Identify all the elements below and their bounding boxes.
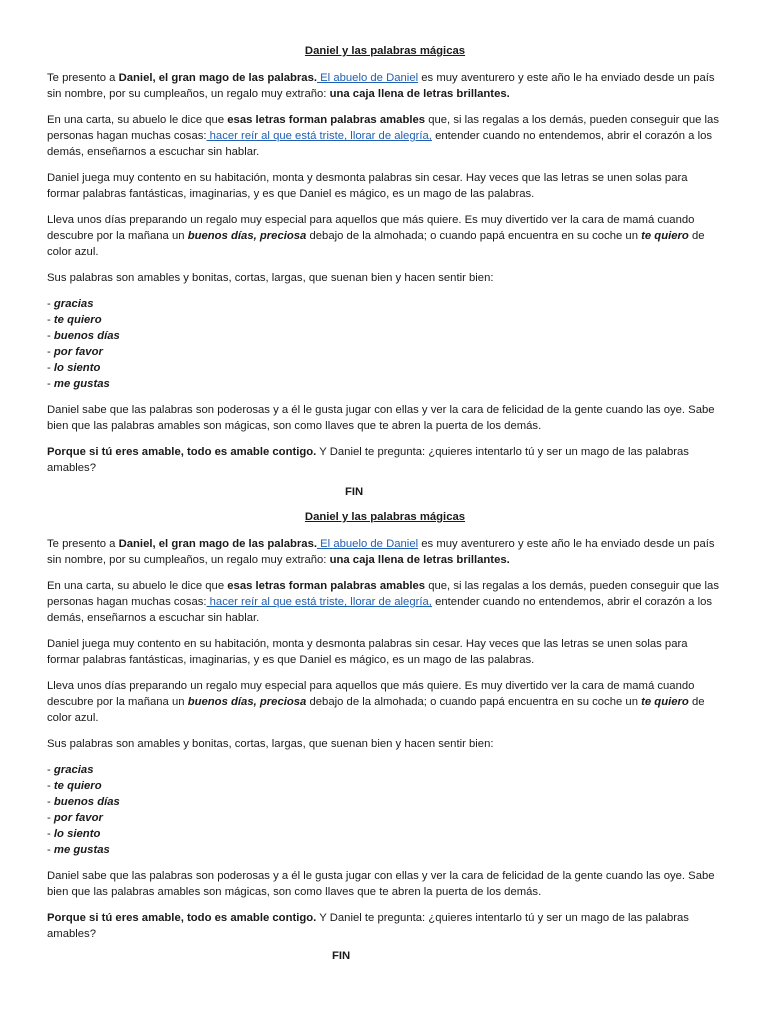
closing-text: Y Daniel te pregunta: ¿quieres intentarlo tú y ser un mago de las palabras amables? bbox=[47, 912, 689, 940]
list-item: - gracias bbox=[47, 764, 94, 776]
gift-bold-italic: buenos días, preciosa bbox=[187, 230, 307, 242]
closing-text: Y Daniel te pregunta: ¿quieres intentarlo tú y ser un mago de las palabras amables? bbox=[47, 446, 689, 474]
list-item: - me gustas bbox=[47, 378, 110, 390]
fin-label: FIN bbox=[345, 486, 364, 498]
letter-bold: esas letras forman palabras amables bbox=[227, 114, 426, 126]
hacer-reir-link[interactable]: hacer reír al que está triste, llorar de alegría, bbox=[206, 596, 432, 608]
intro-bold-2: una caja llena de letras brillantes. bbox=[329, 554, 510, 566]
list-item: - lo siento bbox=[47, 362, 101, 374]
story-copy-2 bbox=[47, 509, 723, 942]
abuelo-link[interactable]: El abuelo de Daniel bbox=[317, 538, 419, 550]
paragraph-play: Daniel juega muy contento en su habitación, monta y desmonta palabras sin cesar. Hay veces que las letras se unen solas para formar palabras fantásticas, imaginarias, y es que Daniel es mágico, es un mago de las palabras. bbox=[47, 638, 688, 666]
list-item: - por favor bbox=[47, 346, 103, 358]
hacer-reir-link[interactable]: hacer reír al que está triste, llorar de alegría, bbox=[206, 130, 432, 142]
letter-text-2: que, si las regalas a los demás, pueden conseguir que las personas hagan muchas cosas: bbox=[47, 114, 719, 142]
closing-bold: Porque si tú eres amable, todo es amable contigo. bbox=[47, 446, 317, 458]
list-item: - buenos días bbox=[47, 796, 120, 808]
paragraph-play: Daniel juega muy contento en su habitación, monta y desmonta palabras sin cesar. Hay veces que las letras se unen solas para formar palabras fantásticas, imaginarias, y es que Daniel es mágico, es un mago de las palabras. bbox=[47, 172, 688, 200]
letter-text-2: que, si las regalas a los demás, pueden conseguir que las personas hagan muchas cosas: bbox=[47, 580, 719, 608]
paragraph-intro bbox=[47, 70, 723, 102]
closing-bold: Porque si tú eres amable, todo es amable contigo. bbox=[47, 912, 317, 924]
letter-bold: esas letras forman palabras amables bbox=[227, 580, 426, 592]
gift-bold-italic: buenos días, preciosa bbox=[187, 696, 307, 708]
story-title: Daniel y las palabras mágicas bbox=[304, 511, 466, 523]
gift-text-2: debajo de la almohada; o cuando papá encuentra en su coche un bbox=[306, 696, 642, 708]
list-item: - por favor bbox=[47, 812, 103, 824]
paragraph-letter bbox=[47, 112, 723, 160]
list-item: - lo siento bbox=[47, 828, 101, 840]
paragraph-words: Sus palabras son amables y bonitas, cortas, largas, que suenan bien y hacen sentir bien: bbox=[47, 272, 494, 284]
paragraph-letter bbox=[47, 578, 723, 626]
intro-bold: Daniel, el gran mago de las palabras. bbox=[118, 72, 317, 84]
paragraph-gift bbox=[47, 678, 723, 726]
list-item: - te quiero bbox=[47, 780, 102, 792]
list-item: - te quiero bbox=[47, 314, 102, 326]
list-item: - buenos días bbox=[47, 330, 120, 342]
list-item: - gracias bbox=[47, 298, 94, 310]
gift-text-3: de color azul. bbox=[47, 696, 705, 724]
paragraph-gift bbox=[47, 212, 723, 260]
letter-text-3: entender cuando no entendemos, abrir el corazón a los demás, enseñarnos a escuchar sin hablar. bbox=[47, 130, 713, 158]
paragraph-closing bbox=[47, 910, 723, 942]
intro-bold-2: una caja llena de letras brillantes. bbox=[329, 88, 510, 100]
paragraph-intro bbox=[47, 536, 723, 568]
letter-text-3: entender cuando no entendemos, abrir el corazón a los demás, enseñarnos a escuchar sin hablar. bbox=[47, 596, 713, 624]
story-copy-1 bbox=[47, 43, 723, 476]
intro-bold: Daniel, el gran mago de las palabras. bbox=[118, 538, 317, 550]
paragraph-power: Daniel sabe que las palabras son poderosas y a él le gusta jugar con ellas y ver la cara de felicidad de la gente cuando las oye. Sabe bien que las palabras amables son mágicas, son como llaves que te abren la puerta de los demás. bbox=[47, 870, 715, 898]
intro-text: Te presento a bbox=[47, 538, 119, 550]
fin-label: FIN bbox=[332, 950, 351, 962]
word-list bbox=[47, 296, 723, 392]
paragraph-closing bbox=[47, 444, 723, 476]
gift-text: Lleva unos días preparando un regalo muy especial para aquellos que más quiere. Es muy divertido ver la cara de mamá cuando descubre por la mañana un bbox=[47, 214, 695, 242]
intro-text-2: es muy aventurero y este año le ha enviado desde un país sin nombre, por su cumpleaños, un regalo muy extraño: bbox=[47, 538, 715, 566]
gift-bold-italic-2: te quiero bbox=[641, 696, 689, 708]
paragraph-power: Daniel sabe que las palabras son poderosas y a él le gusta jugar con ellas y ver la cara de felicidad de la gente cuando las oye. Sabe bien que las palabras amables son mágicas, son como llaves que te abren la puerta de los demás. bbox=[47, 404, 715, 432]
story-title: Daniel y las palabras mágicas bbox=[304, 45, 466, 57]
gift-text-3: de color azul. bbox=[47, 230, 705, 258]
letter-text: En una carta, su abuelo le dice que bbox=[47, 580, 228, 592]
gift-bold-italic-2: te quiero bbox=[641, 230, 689, 242]
intro-text: Te presento a bbox=[47, 72, 119, 84]
gift-text-2: debajo de la almohada; o cuando papá encuentra en su coche un bbox=[306, 230, 642, 242]
gift-text: Lleva unos días preparando un regalo muy especial para aquellos que más quiere. Es muy divertido ver la cara de mamá cuando descubre por la mañana un bbox=[47, 680, 695, 708]
list-item: - me gustas bbox=[47, 844, 110, 856]
paragraph-words: Sus palabras son amables y bonitas, cortas, largas, que suenan bien y hacen sentir bien: bbox=[47, 738, 494, 750]
word-list bbox=[47, 762, 723, 858]
abuelo-link[interactable]: El abuelo de Daniel bbox=[317, 72, 419, 84]
letter-text: En una carta, su abuelo le dice que bbox=[47, 114, 228, 126]
intro-text-2: es muy aventurero y este año le ha enviado desde un país sin nombre, por su cumpleaños, un regalo muy extraño: bbox=[47, 72, 715, 100]
